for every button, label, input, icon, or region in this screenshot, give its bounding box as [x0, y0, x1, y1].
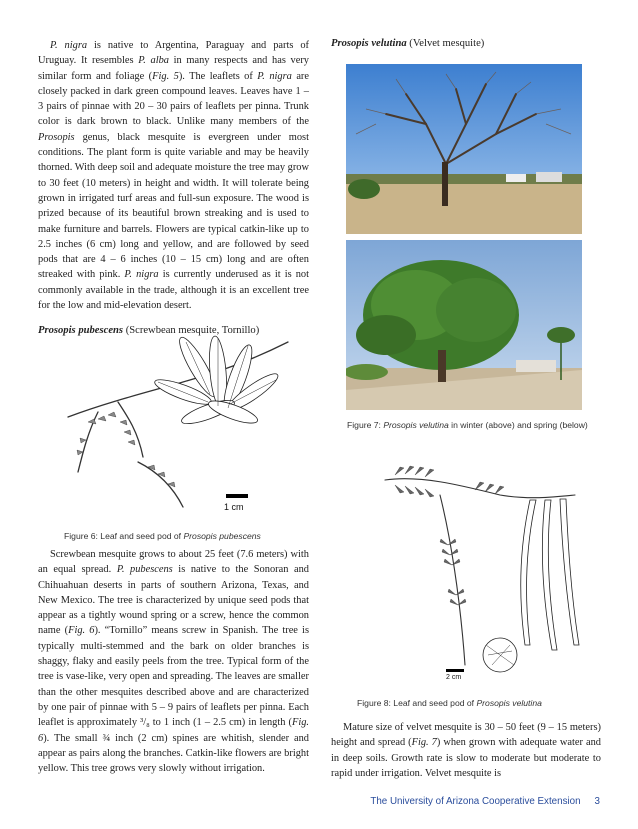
page-number: 3 — [594, 796, 600, 807]
pubescens-heading: Prosopis pubescens (Screwbean mesquite, Tornillo) — [38, 325, 260, 337]
velutina-paragraph-wrap — [331, 720, 601, 781]
pubescens-paragraph-wrap — [38, 547, 309, 776]
fig8-scale-label: 2 cm — [446, 674, 462, 680]
fig7-spring-photo — [346, 240, 582, 410]
fig8-leaf-seedpod-drawing — [380, 455, 590, 680]
fig6-scale-label: 1 cm — [224, 502, 244, 512]
velutina-heading: Prosopis velutina (Velvet mesquite) — [331, 38, 485, 49]
page-footer — [370, 796, 600, 807]
fig6-leaf-seedpod-drawing — [58, 322, 308, 518]
right-column — [331, 38, 601, 49]
p-nigra-paragraph: P. nigra is native to Argentina, Paraguay and parts of Uruguay. It resembles P. alba in many respects and has very similar form and foliage (Fig. 5). The leaflets of P. nigra are closely packed in dark green compound leaves. Leaves have 1 – 3 pairs of pinnae with 20 – 30 pairs of leaflets per pinna. Trunk color is dark brown to black. Unlike many members of the Prosopis genus, black mesquite is evergreen under most conditions. The plant form is quite variable and may be heavily thorned. With deep soil and adequate moisture the tree may grow to 30 feet (10 meters) in height and width. It will tolerate being grown in irrigated turf areas and full-sun exposure. The wood is prized because of its beautiful brown streaking and is used to make furniture and barrels. Flowers are typical catkin-like up to 2.5 inches (6 cm) long and yellow, and are followed by seed pods that are 4 – 6 inches (10 – 15 cm) long and are often streaked with pink. P. nigra is currently underused as it is not commonly available in the trade, although it is an excellent tree for the low and mid-elevation desert. — [38, 40, 310, 312]
pubescens-paragraph: Screwbean mesquite grows to about 25 feet (7.6 meters) with an equal spread. P. pubescens is native to the Sonoran and Chihuahuan deserts in parts of southern Arizona, Texas, and New Mexico. The tree is characterized by unique seed pods that appear as a tightly wound spring or a screw, hence the common name (Fig. 6). “Tornillo” means screw in Spanish. The tree is typically multi-stemmed and the bark on older branches is shaggy, flaky and easily peels from the tree. Typical form of the tree is vase-like, very open and spreading. The leaves are smaller than the other mesquites described above and are characterized by one pair of pinnae with 5 – 9 pairs of leaflets per pinna. Each leaflet is approximately ³/₈ to 1 inch (1 – 2.5 cm) in length (Fig. 6). The small ¾ inch (2 cm) spines are whitish, slender and appear as pairs along the branches. Catkin-like flowers are bright yellow. This tree grows very slowly without irrigation. — [38, 549, 309, 775]
velutina-paragraph: Mature size of velvet mesquite is 30 – 50 feet (9 – 15 meters) height and spread (Fig. 7) when grown with adequate water and in deep soils. Growth rate is slow to moderate but moderate to rapid under irrigation. Velvet mesquite is — [331, 722, 601, 779]
fig7-caption: Figure 7: Prosopis velutina in winter (above) and spring (below) — [347, 420, 588, 430]
footer-org: The University of Arizona Cooperative Extension — [370, 796, 581, 807]
fig7-winter-photo — [346, 64, 582, 234]
left-column — [38, 38, 309, 336]
fig8-caption: Figure 8: Leaf and seed pod of Prosopis velutina — [357, 698, 542, 708]
fig6-caption: Figure 6: Leaf and seed pod of Prosopis pubescens — [64, 531, 261, 541]
